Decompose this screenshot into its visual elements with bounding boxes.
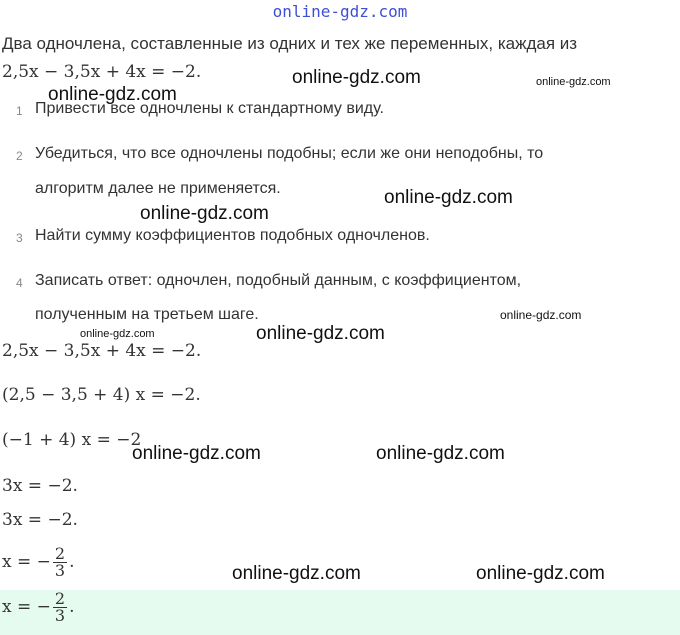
watermark: online-gdz.com [80, 328, 155, 340]
watermark: online-gdz.com [384, 187, 513, 208]
watermark: online-gdz.com [48, 84, 177, 105]
fraction-prefix: x = − [2, 597, 51, 617]
watermark: online-gdz.com [292, 67, 421, 88]
watermark: online-gdz.com [500, 308, 582, 322]
watermark: online-gdz.com [132, 443, 261, 464]
step-text-continued: алгоритм далее не применяется. [35, 180, 281, 197]
watermark: online-gdz.com [536, 76, 611, 88]
numerator: 2 [54, 544, 66, 563]
intro-formula: 2,5x − 3,5x + 4x = −2. [2, 62, 202, 82]
solution-line-5: 3x = −2. [2, 510, 78, 530]
step-number: 4 [16, 276, 23, 290]
step-text: Привести все одночлены к стандартному виду. [35, 100, 384, 117]
denominator: 3 [54, 561, 66, 580]
answer-fraction-line [2, 591, 74, 624]
intro-text: Два одночлена, составленные из одних и тех же переменных, каждая из [2, 34, 578, 53]
site-header[interactable]: online-gdz.com [272, 2, 408, 21]
fraction-prefix: x = − [2, 552, 51, 572]
step-number: 3 [16, 231, 23, 245]
solution-line-4: 3x = −2. [2, 476, 78, 496]
step-text: Убедиться, что все одночлены подобны; если же они неподобны, то [35, 145, 544, 162]
answer-highlight [0, 590, 680, 635]
denominator: 3 [54, 606, 66, 625]
watermark: online-gdz.com [140, 203, 269, 224]
watermark: online-gdz.com [232, 563, 361, 584]
fraction [53, 546, 67, 579]
solution-fraction-line [2, 546, 74, 579]
solution-line-2: (2,5 − 3,5 + 4) x = −2. [2, 385, 201, 405]
step-text-continued: полученным на третьем шаге. [35, 306, 259, 323]
watermark: online-gdz.com [376, 443, 505, 464]
fraction-suffix: . [69, 597, 75, 617]
fraction-suffix: . [69, 552, 75, 572]
solution-line-3: (−1 + 4) x = −2 [2, 430, 142, 450]
fraction [53, 591, 67, 624]
numerator: 2 [54, 589, 66, 608]
watermark: online-gdz.com [476, 563, 605, 584]
solution-line-1: 2,5x − 3,5x + 4x = −2. [2, 341, 202, 361]
watermark: online-gdz.com [256, 323, 385, 344]
step-text: Найти сумму коэффициентов подобных одночленов. [35, 227, 430, 244]
step-number: 2 [16, 149, 23, 163]
step-text: Записать ответ: одночлен, подобный данным, с коэффициентом, [35, 272, 522, 289]
step-number: 1 [16, 104, 23, 118]
